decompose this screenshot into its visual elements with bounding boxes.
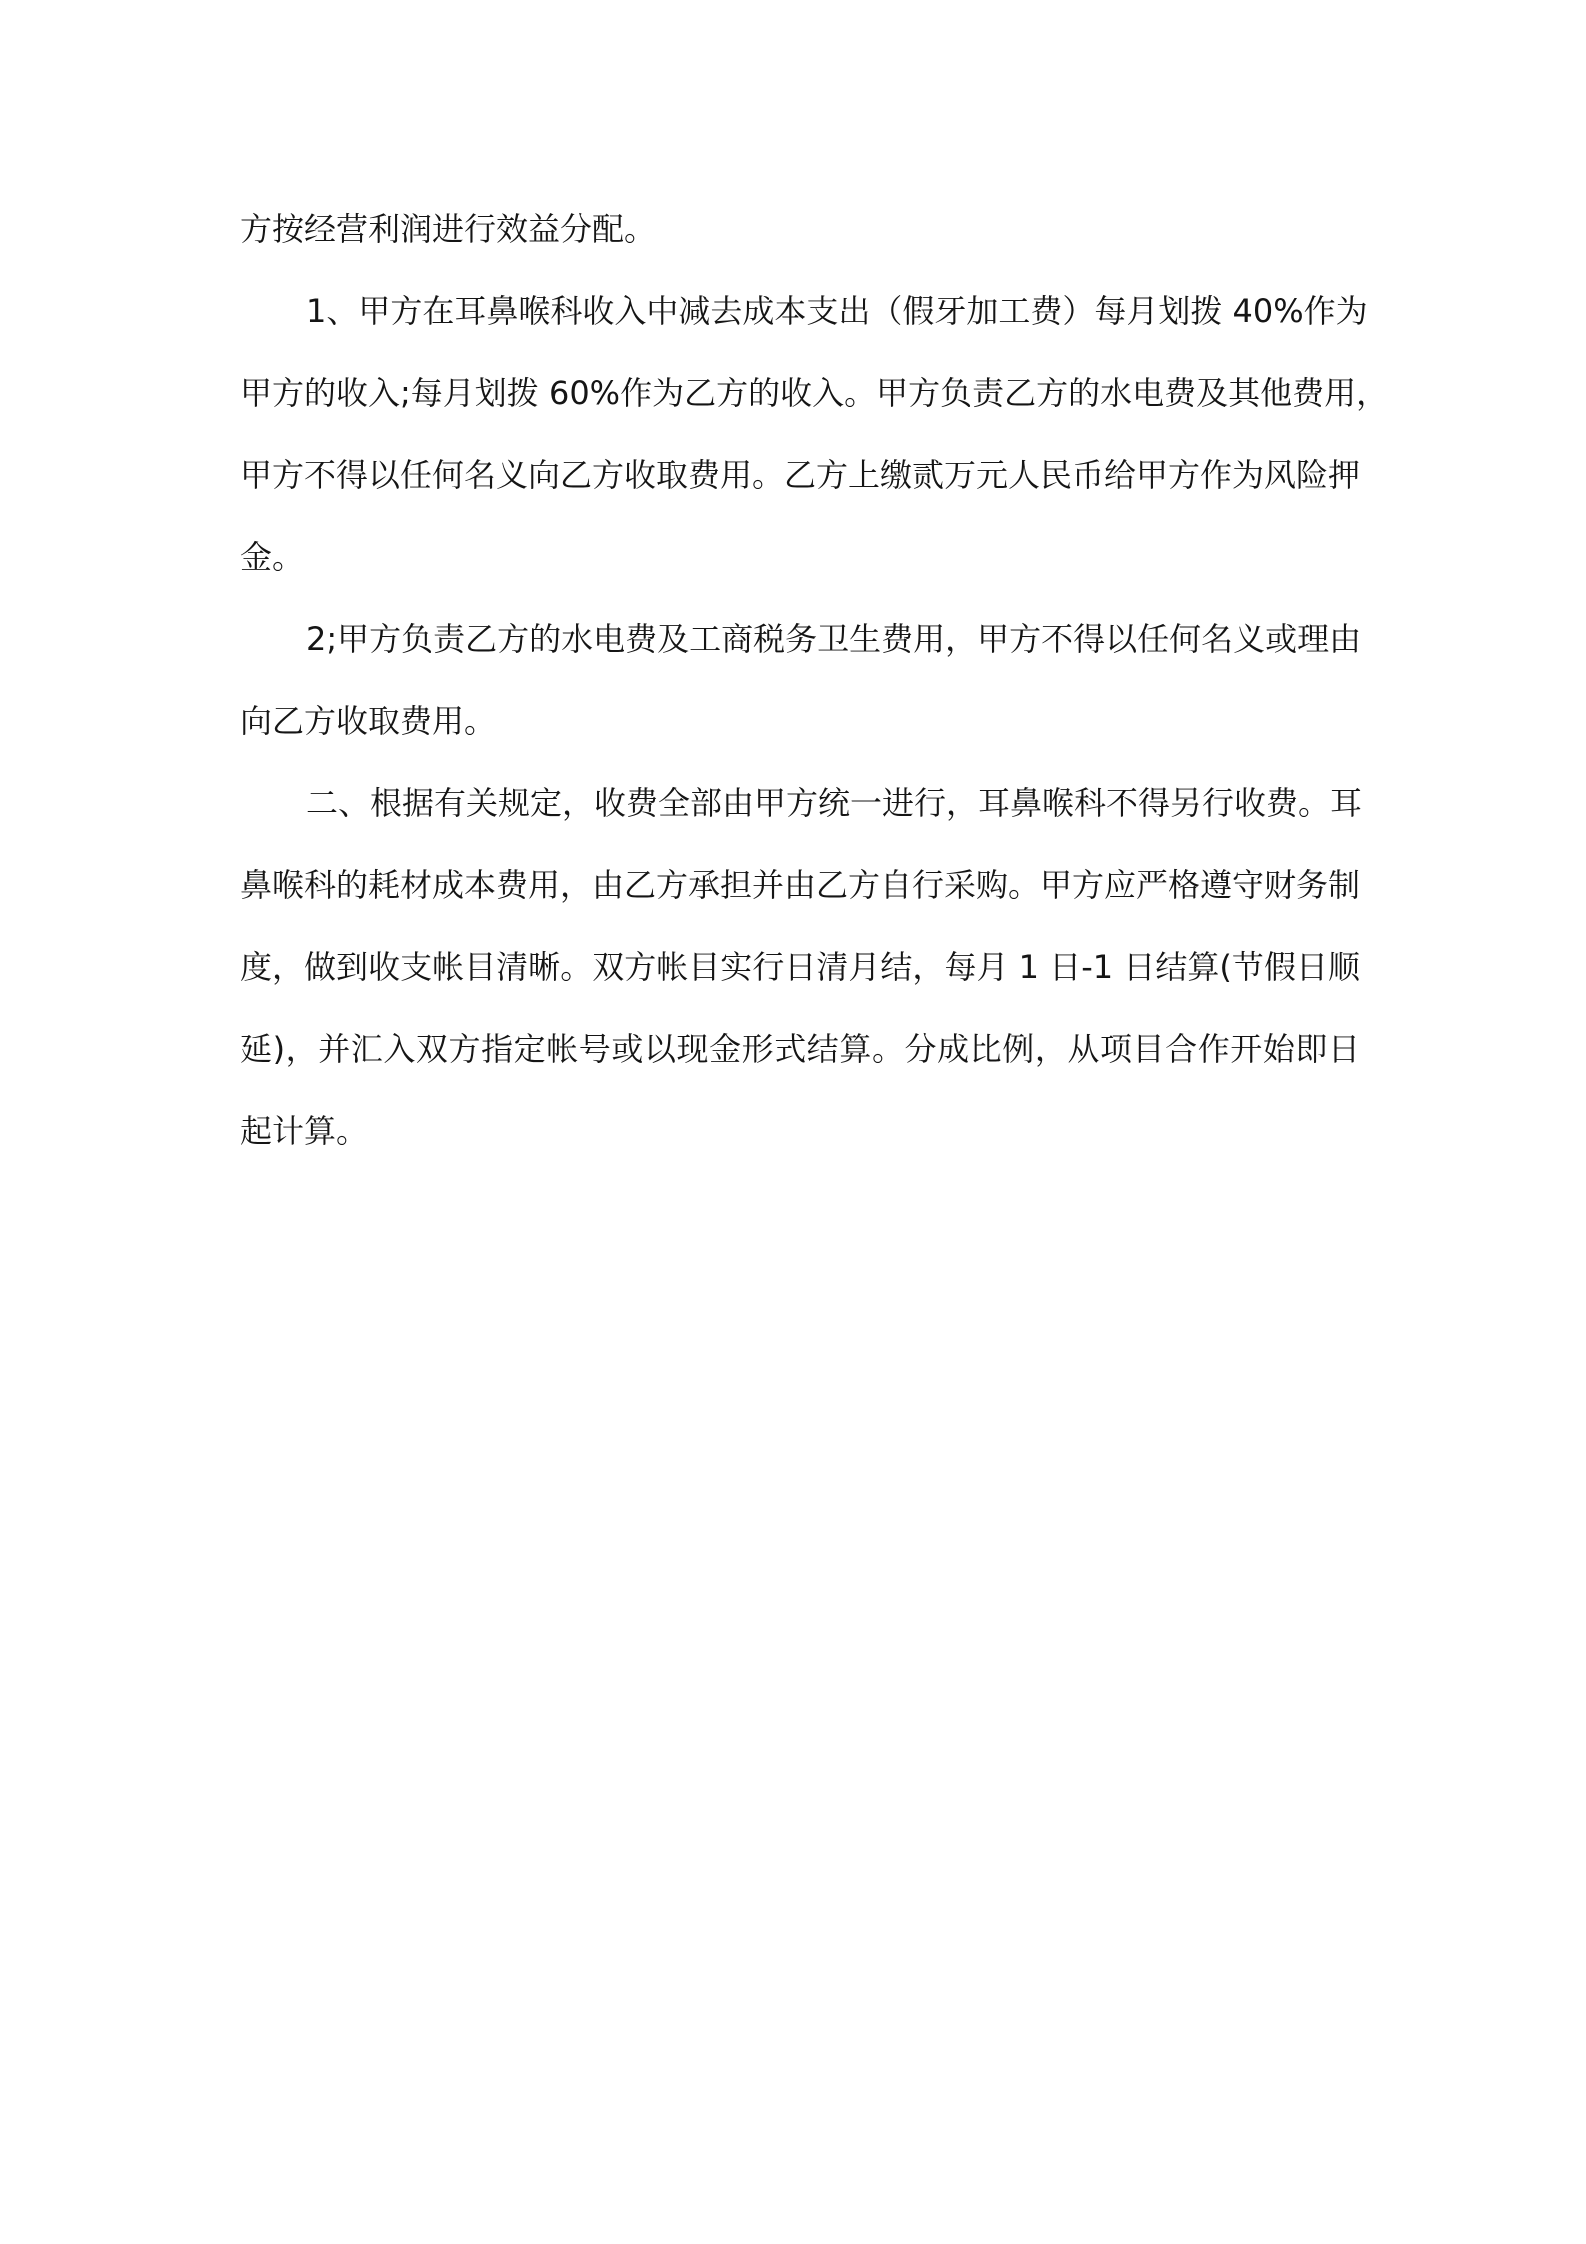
text-line: 2;甲方负责乙方的水电费及工商税务卫生费用，甲方不得以任何名义或理由 [306, 620, 1362, 658]
document-body [240, 188, 1389, 1172]
paragraph-1 [240, 188, 1360, 270]
text-line: 1、甲方在耳鼻喉科收入中减去成本支出（假牙加工费）每月划拨 40%作为 [306, 292, 1368, 330]
text-line: 起计算。 [240, 1112, 369, 1150]
text-line: 甲方不得以任何名义向乙方收取费用。乙方上缴贰万元人民币给甲方作为风险押 [240, 456, 1361, 494]
text-line: 度，做到收支帐目清晰。双方帐目实行日清月结，每月 1 日-1 日结算(节假日顺 [240, 948, 1360, 986]
paragraph-2 [240, 270, 1389, 598]
text-line: 延)，并汇入双方指定帐号或以现金形式结算。分成比例，从项目合作开始即日 [240, 1030, 1360, 1068]
paragraph-3 [240, 598, 1360, 762]
text-line: 方按经营利润进行效益分配。 [240, 210, 657, 248]
text-line: 甲方的收入;每月划拨 60%作为乙方的收入。甲方负责乙方的水电费及其他费用， [240, 374, 1389, 412]
text-line: 二、根据有关规定，收费全部由甲方统一进行，耳鼻喉科不得另行收费。耳 [306, 784, 1363, 822]
text-line: 鼻喉科的耗材成本费用，由乙方承担并由乙方自行采购。甲方应严格遵守财务制 [240, 866, 1361, 904]
text-line: 向乙方收取费用。 [240, 702, 497, 740]
text-line: 金。 [240, 538, 305, 576]
paragraph-4 [240, 762, 1363, 1172]
